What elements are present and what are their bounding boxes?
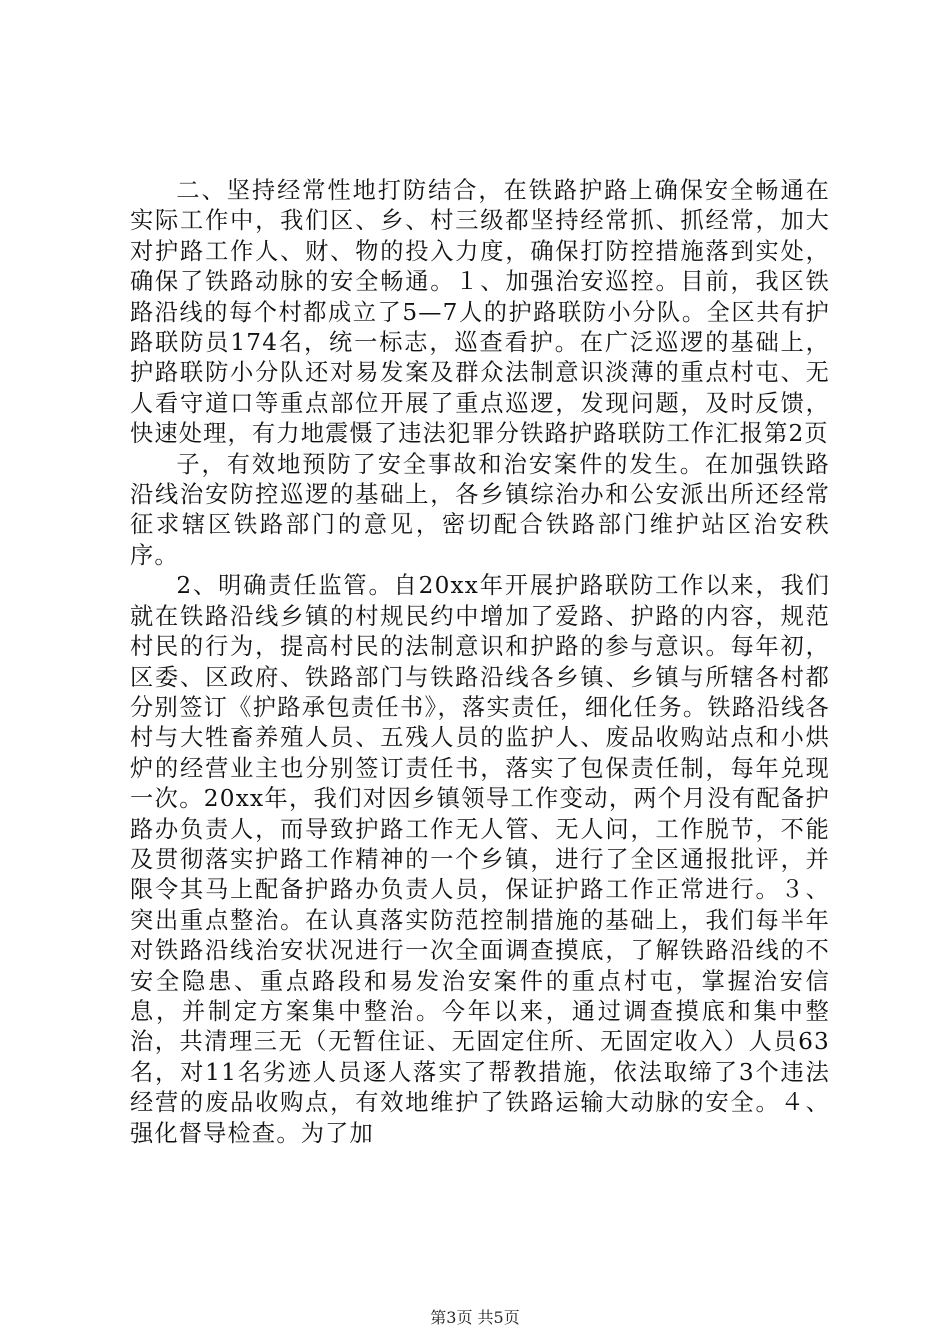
paragraph-1: 二、坚持经常性地打防结合，在铁路护路上确保安全畅通在实际工作中，我们区、乡、村三级都坚持经常抓、抓经常，加大对护路工作人、财、物的投入力度，确保打防控措施落到实处，确保了铁路动脉的安全畅通。１、加强治安巡控。目前，我区铁路沿线的每个村都成立了5—7人的护路联防小分队。全区共有护路联防员174名，统一标志，巡查看护。在广泛巡逻的基础上，护路联防小分队还对易发案及群众法制意识淡薄的重点村屯、无人看守道口等重点部位开展了重点巡逻，发现问题，及时反馈，快速处理，有力地震慑了违法犯罪分铁路护路联防工作汇报第2页 [130, 177, 830, 448]
page-indicator: 第3页 共5页 [430, 1308, 520, 1327]
paragraph-2: 子，有效地预防了安全事故和治安案件的发生。在加强铁路沿线治安防控巡逻的基础上，各乡镇综治办和公安派出所还经常征求辖区铁路部门的意见，密切配合铁路部门维护站区治安秩序。 [130, 450, 830, 569]
paragraph-3: 2、明确责任监管。自20xx年开展护路联防工作以来，我们就在铁路沿线乡镇的村规民约中增加了爱路、护路的内容，规范村民的行为，提高村民的法制意识和护路的参与意识。每年初，区委、区政府、铁路部门与铁路沿线各乡镇、乡镇与所辖各村都分别签订《护路承包责任书》，落实责任，细化任务。铁路沿线各村与大牲畜养殖人员、五残人员的监护人、废品收购站点和小烘炉的经营业主也分别签订责任书，落实了包保责任制，每年兑现一次。20xx年，我们对因乡镇领导工作变动，两个月没有配备护路办负责人，而导致护路工作无人管、无人问，工作脱节，不能及贯彻落实护路工作精神的一个乡镇，进行了全区通报批评，并限令其马上配备护路办负责人员，保证护路工作正常进行。３、突出重点整治。在认真落实防范控制措施的基础上，我们每半年对铁路沿线治安状况进行一次全面调查摸底，了解铁路沿线的不安全隐患、重点路段和易发治安案件的重点村屯，掌握治安信息，并制定方案集中整治。今年以来，通过调查摸底和集中整治，共清理三无（无暂住证、无固定住所、无固定收入）人员63名，对11名劣迹人员逐人落实了帮教措施，依法取缔了3个违法经营的废品收购点，有效地维护了铁路运输大动脉的安全。４、强化督导检查。为了加 [130, 572, 830, 1147]
document-body [130, 176, 830, 1149]
page-footer [0, 1308, 950, 1328]
